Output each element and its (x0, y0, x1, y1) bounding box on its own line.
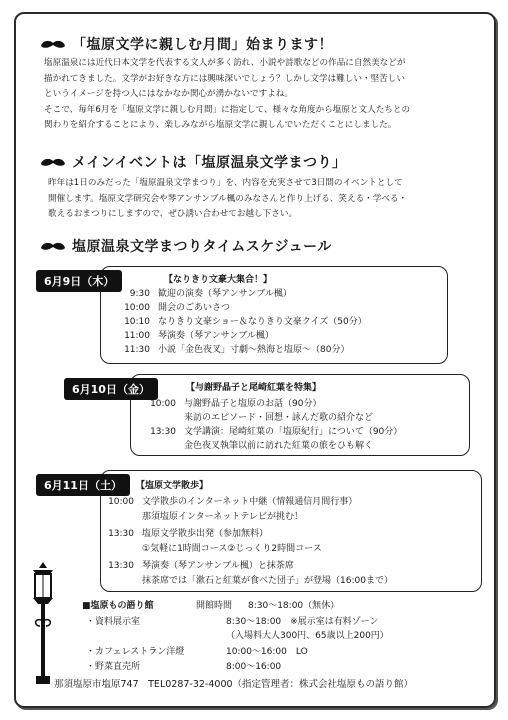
schedule-row: 11:00 琴演奏（琴アンサンブル楓） (124, 331, 274, 341)
section2-line: 開催します。塩原文学研究会や琴アンサンブル楓のみなさんと作り上げる、笑える・学べる・ (48, 193, 408, 204)
date-tag-day2: 6月10日（金） (64, 378, 158, 400)
schedule-row: 金色夜叉執筆以前に訪れた紅葉の旅をひも解く (184, 441, 374, 451)
mustache-icon (40, 158, 66, 168)
schedule-heading-day3: 【塩原文学散歩】 (136, 481, 209, 491)
section1-title (40, 34, 333, 54)
schedule-row: 9:30 歓迎の演奏（琴アンサンブル楓） (129, 289, 292, 299)
section1-line: 塩原温泉には近代日本文学を代表する文人が多く訪れ、小説や詩歌などの作品に自然美などが (44, 58, 406, 68)
section1-line: 描かれてきました。文学がお好きな方には興味深いでしょう？しかし文学は難しい・堅苦しい (44, 73, 405, 84)
date-tag-day1: 6月9日（木） (36, 270, 122, 292)
mustache-icon (40, 242, 66, 252)
schedule-row: 10:10 なりきり文豪ショー＆なりきり文豪クイズ（50分） (124, 317, 367, 327)
section2-line: 昨年は1日のみだった「塩原温泉文学まつり」を、内容を充実させて3日間のイベントとして (48, 178, 403, 188)
section2-title (40, 152, 347, 172)
schedule-row: 10:00 開会のごあいさつ (124, 303, 231, 313)
schedule-row: 11:30 小説「金色夜叉」寸劇～熱海と塩原～（80分） (124, 345, 350, 355)
info-item: （入場料大人300円、65歳以上200円） (226, 631, 389, 641)
section1-line: 関わりを紹介することにより、楽しみながら塩原文学に親しんでいただくことにしました。 (44, 120, 397, 130)
schedule-row: 10:00 文学散歩のインターネット中継（情報通信月間行事） (108, 497, 358, 507)
schedule-heading-day2: 【与謝野晶子と尾崎紅葉を特集】 (186, 383, 322, 393)
section1-line: というイメージを持つ人にはなかなか関心が湧かないですよね。 (44, 89, 293, 99)
info-item: ・資料展示室 8:30～18:00 ※展示室は有料ゾーン (86, 617, 379, 627)
info-hours: 8:30～18:00（無休） (248, 601, 340, 611)
schedule-row: 13:30 塩原文学散歩出発（参加無料） (108, 529, 269, 539)
section3-title (40, 236, 332, 256)
date-tag-day3: 6月11日（土） (36, 474, 130, 496)
section2-title-text: メインイベントは「塩原温泉文学まつり」 (72, 155, 347, 171)
schedule-row: 13:30 琴演奏（琴アンサンブル楓）と抹茶席 (108, 561, 294, 571)
schedule-row: 那須塩原インターネットテレビが挑む！ (142, 512, 304, 522)
schedule-row: 来訪のエピソード・回想・詠んだ歌の紹介など (184, 413, 374, 423)
mustache-icon (40, 40, 66, 50)
schedule-row: 10:00 与謝野晶子と塩原のお話（90分） (150, 399, 322, 409)
schedule-row: ①気軽に1時間コース②じっくり2時間コース (142, 544, 322, 554)
footer-address: 那須塩原市塩原747 TEL0287-32-4000（指定管理者：株式会社塩原もの語り館） (54, 679, 414, 690)
section1-title-text: 「塩原文学に親しむ月間」始まります！ (72, 37, 333, 53)
info-title: ■塩原もの語り館 (82, 601, 154, 611)
section2-body (48, 176, 407, 223)
info-hours-label: 開館時間 (196, 601, 233, 611)
schedule-row: 13:30 文学講演：尾崎紅葉の「塩原紀行」について（90分） (150, 427, 403, 437)
section1-line: そこで、毎年6月を「塩原文学に親しむ月間」に指定して、様々な角度から塩原と文人たちとの (44, 104, 411, 115)
info-item: ・カフェレストラン洋燈 10:00～16:00 LO (86, 647, 308, 657)
info-item: ・野菜直売所 8:00～16:00 (86, 662, 282, 672)
street-lamp-icon (26, 560, 60, 688)
section1-body (44, 56, 410, 134)
section3-title-text: 塩原温泉文学まつりタイムスケジュール (72, 239, 332, 255)
schedule-heading-day1: 【なりきり文豪大集合！】 (164, 275, 273, 285)
schedule-row: 抹茶席では「漱石と紅葉が食べた団子」が登場（16:00まで） (142, 576, 393, 586)
section2-line: 歌えるおまつりにしますので、ぜひ誘い合わせてお越し下さい。 (48, 209, 298, 219)
